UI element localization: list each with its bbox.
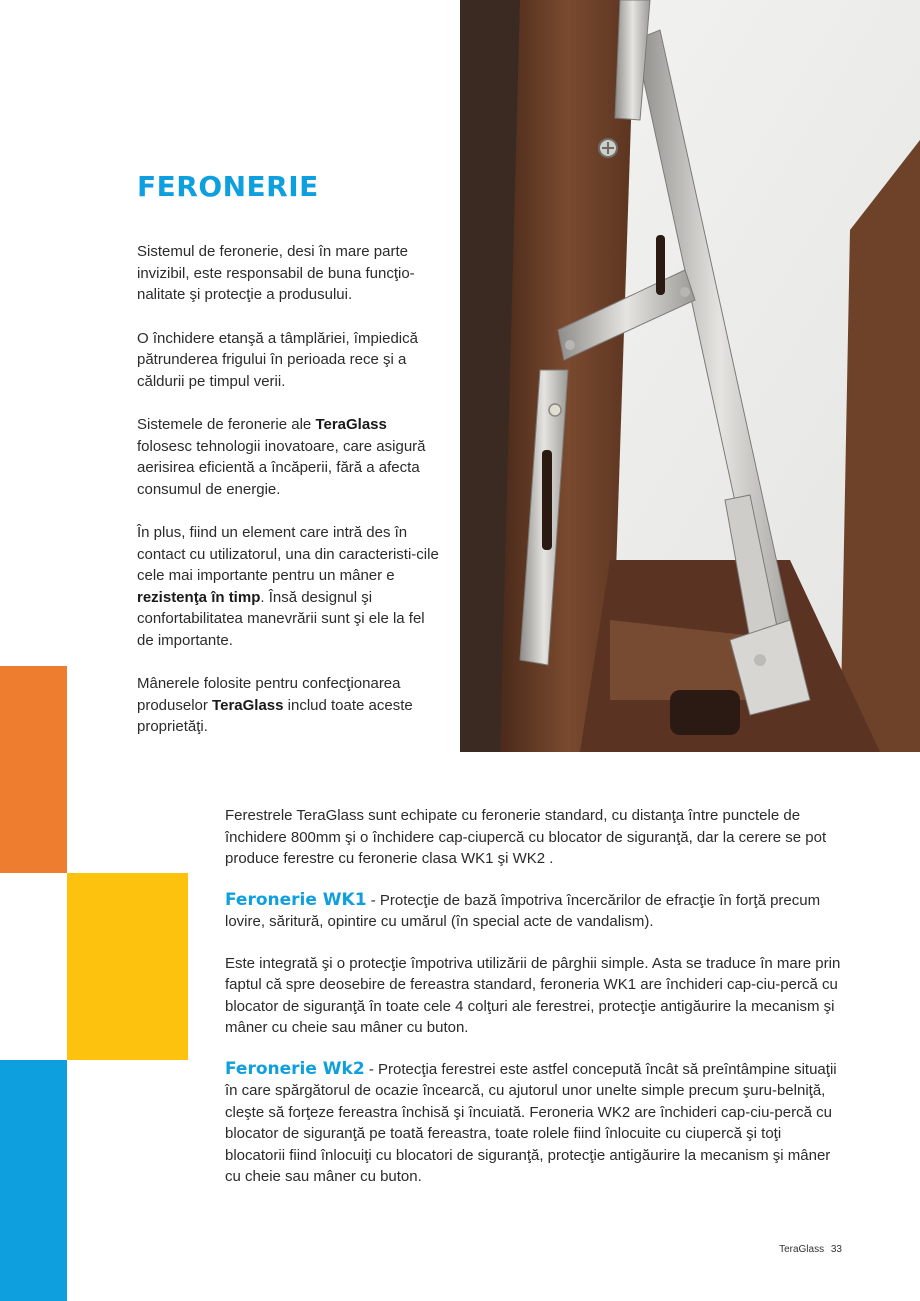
details-paragraph: Ferestrele TeraGlass sunt echipate cu feronerie standard, cu distanţa între punctele de închidere 800mm şi o închidere cap-ciupercă cu blocator de siguranţă, dar la cerere se pot produce ferestre cu feronerie clasa WK1 şi WK2 . <box>225 807 827 867</box>
wk2-heading: Feronerie Wk2 <box>225 1058 365 1079</box>
footer-brand: TeraGlass <box>779 1244 825 1255</box>
orange-decor-block <box>0 666 67 873</box>
yellow-decor-block <box>67 873 188 1060</box>
wk1-paragraph: Feronerie WK1 - Protecţie de bază împotriva încercărilor de efracţie în forţă precum lovire, săritură, opintire cu umărul (în special acte de vandalism). <box>225 889 821 930</box>
hardware-details-section <box>225 805 845 1208</box>
brand-name: TeraGlass <box>315 416 387 433</box>
page-footer <box>775 1244 842 1255</box>
page-title: FERONERIE <box>137 170 319 203</box>
intro-paragraph: O închidere etanşă a tâmplăriei, împiedică pătrunderea frigului în perioada rece şi a căldurii pe timpul verii. <box>137 329 418 390</box>
blue-decor-block <box>0 1060 67 1301</box>
intro-paragraph: Mânerele folosite pentru confecţionarea produselor TeraGlass includ toate aceste proprietăţi. <box>137 675 413 735</box>
window-hinge-photo <box>460 0 920 752</box>
intro-paragraph: Sistemele de feronerie ale TeraGlass folosesc tehnologii inovatoare, care asigură aerisirea eficientă a încăperii, fără a afecta consumul de energie. <box>137 416 426 498</box>
intro-paragraph: În plus, fiind un element care intră des în contact cu utilizatorul, una din caracteristi-cile cele mai importante pentru un mâner e rezistenţa în timp. Însă designul şi confortabilitatea manevrării sunt şi ele la fel de importante. <box>137 524 439 649</box>
wk2-paragraph: Feronerie Wk2 - Protecţia ferestrei este astfel concepută încât să preîntâmpine situaţii în care spărgătorul de ocazie încearcă, cu ajutorul unor unelte simple precum şuru-belniţă, cleşte să forţeze fereastra închisă şi încuiată. Feroneria WK2 are închideri cap-ciu-percă cu blocator de siguranţă pe toată fereastra, toate rolele fiind înlocuite cu ciupercă şi toţi blocatorii fiind înlocuiţi cu blocatori de siguranţă, protecţie antigăurire la mecanism şi mâner cu cheie sau mâner cu buton. <box>225 1058 837 1185</box>
brand-name: TeraGlass <box>212 696 284 714</box>
intro-text-column <box>137 241 442 760</box>
wk1-heading: Feronerie WK1 <box>225 889 367 910</box>
intro-paragraph: Sistemul de feronerie, desi în mare parte invizibil, este responsabil de buna funcţio-nalitate şi protecţie a produsului. <box>137 243 415 303</box>
details-paragraph: Este integrată şi o protecţie împotriva utilizării de pârghii simple. Asta se traduce în mare prin faptul că spre deosebire de fereastra standard, feroneria WK1 are închideri cap-ciu-percă cu blocator de siguranţă în toate cele 4 colţuri ale ferestrei, protecţie antigăurire la mecanism şi mâner cu cheie sau mâner cu buton. <box>225 954 841 1036</box>
page-number: 33 <box>830 1244 842 1255</box>
emphasis-text: rezistenţa în timp <box>137 588 261 606</box>
